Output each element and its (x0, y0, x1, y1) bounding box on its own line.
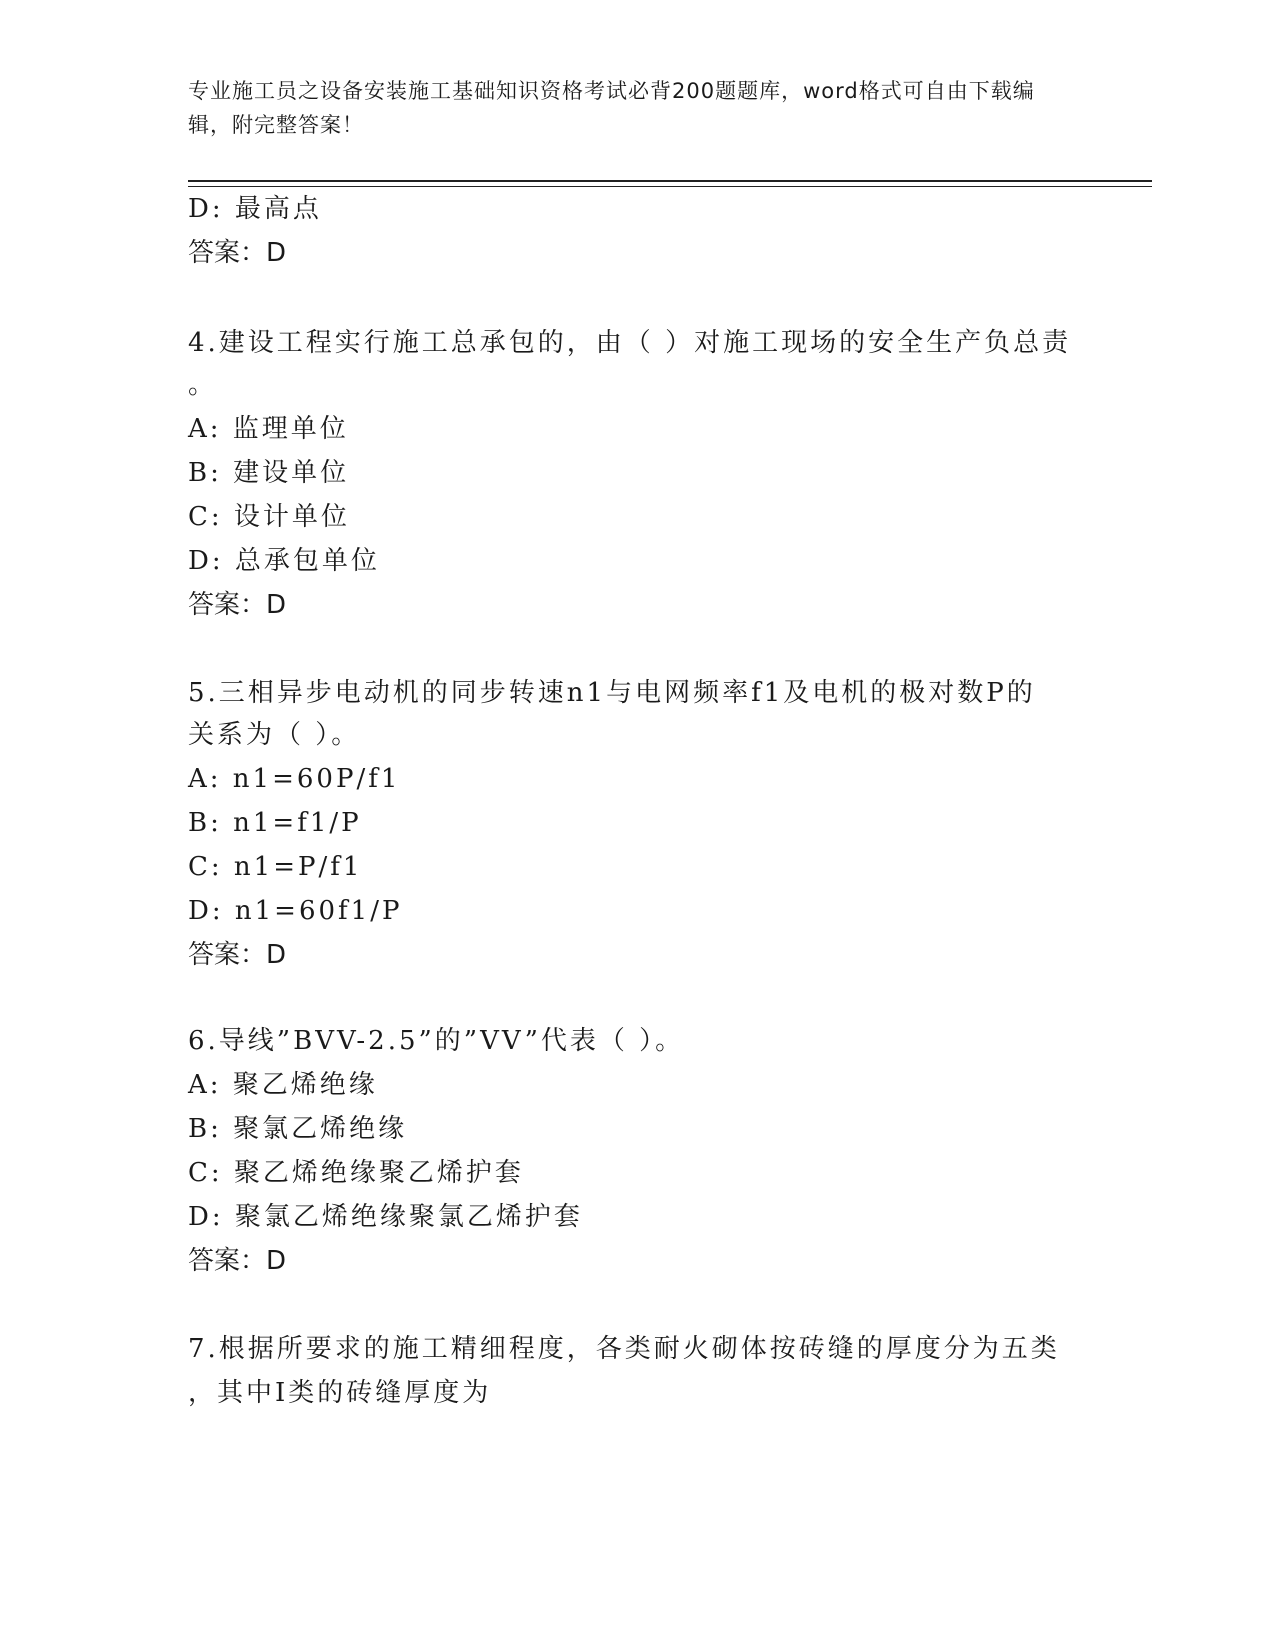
header-divider-thin (188, 186, 1152, 187)
q4-option-a: A: 监理单位 (188, 414, 349, 444)
q6-option-b: B: 聚氯乙烯绝缘 (188, 1114, 408, 1144)
q4-option-b: B: 建设单位 (188, 458, 350, 488)
q5-option-b: B: n1=f1/P (188, 808, 362, 838)
q6-option-d: D: 聚氯乙烯绝缘聚氯乙烯护套 (188, 1202, 583, 1232)
q6-stem-line1: 6.导线”BVV-2.5”的”VV”代表（ ）。 (188, 1026, 685, 1056)
q4-option-c: C: 设计单位 (188, 502, 350, 532)
q7-stem-line1: 7.根据所要求的施工精细程度，各类耐火砌体按砖缝的厚度分为五类 (188, 1334, 1060, 1364)
q5-stem-line1: 5.三相异步电动机的同步转速n1与电网频率f1及电机的极对数P的 (188, 678, 1036, 708)
q4-option-d: D: 总承包单位 (188, 546, 380, 576)
q3-answer: 答案：D (188, 238, 287, 268)
q5-stem-line2: 关系为（ ）。 (188, 720, 361, 750)
q6-option-a: A: 聚乙烯绝缘 (188, 1070, 378, 1100)
q5-option-a: A: n1=60P/f1 (188, 764, 401, 794)
q4-answer: 答案：D (188, 590, 287, 620)
q7-stem-line2: ，其中Ⅰ类的砖缝厚度为 (188, 1378, 492, 1408)
q6-option-c: C: 聚乙烯绝缘聚乙烯护套 (188, 1158, 524, 1188)
q6-answer: 答案：D (188, 1246, 287, 1276)
header-divider-thick (188, 180, 1152, 182)
document-header: 专业施工员之设备安装施工基础知识资格考试必背200题题库，word格式可自由下载编辑，附完整答案！ (188, 79, 1035, 137)
q4-stem-line1: 4.建设工程实行施工总承包的，由（ ）对施工现场的安全生产负总责 (188, 328, 1072, 358)
q5-option-d: D: n1=60f1/P (188, 896, 403, 926)
q3-option-d: D: 最高点 (188, 194, 322, 224)
q5-answer: 答案：D (188, 940, 287, 970)
q4-stem-line2: 。 (188, 370, 218, 400)
q5-option-c: C: n1=P/f1 (188, 852, 363, 882)
